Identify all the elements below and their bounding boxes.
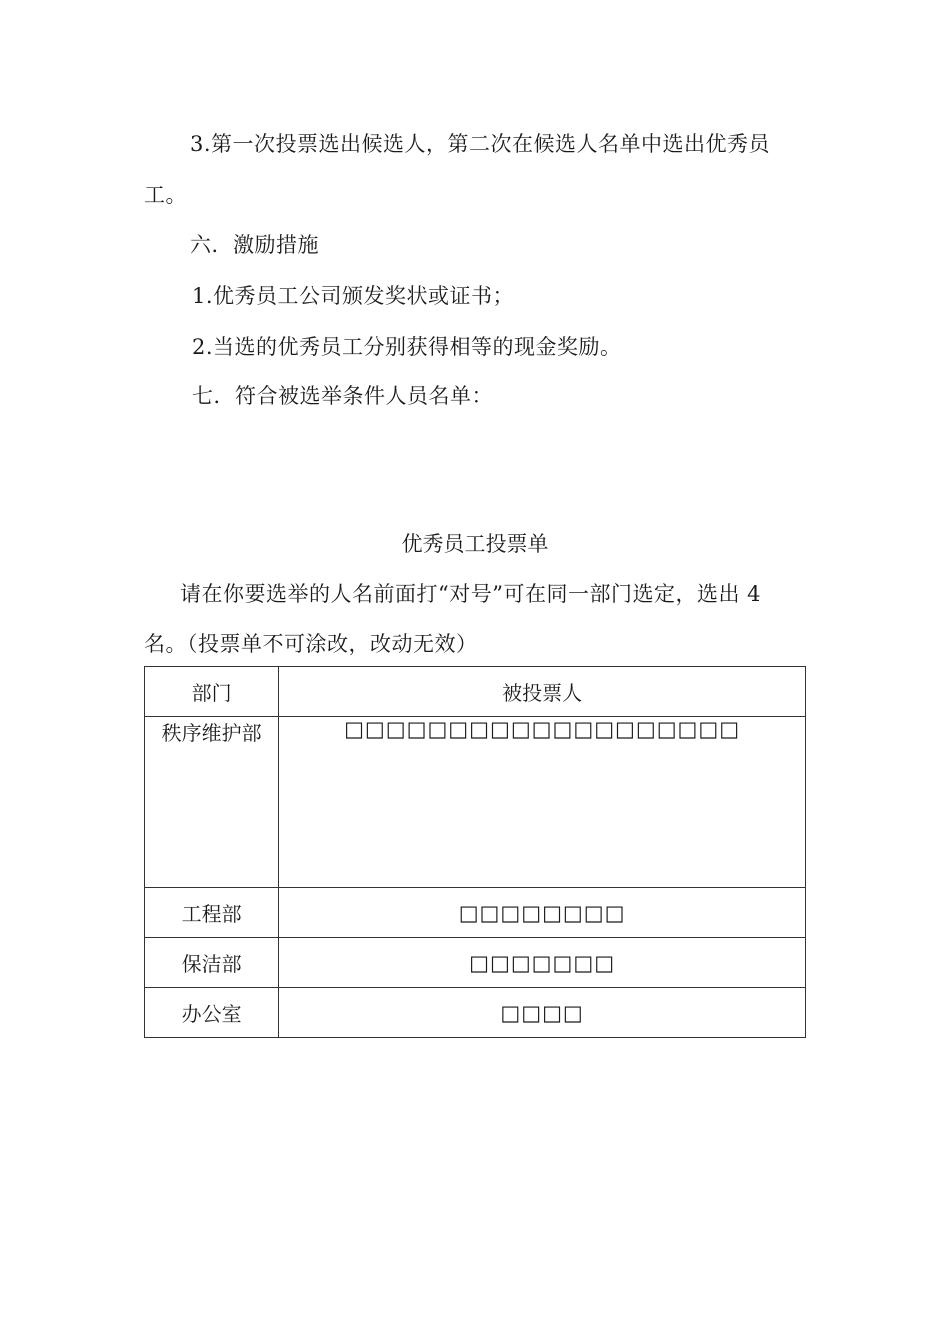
header-department: 部门: [145, 667, 279, 717]
checkbox-group[interactable]: □□□□□□□□: [458, 900, 626, 925]
ballot-table: [144, 666, 806, 1038]
table-header-row: [145, 667, 806, 717]
section-heading-incentives: 六．激励措施: [190, 233, 319, 257]
ballot-title: 优秀员工投票单: [401, 532, 549, 556]
table-row: [145, 717, 806, 888]
checkbox-group[interactable]: □□□□: [500, 1000, 584, 1025]
candidate-checkboxes[interactable]: [279, 717, 806, 888]
department-cell: 秩序维护部: [145, 717, 279, 888]
department-cell: 保洁部: [145, 938, 279, 988]
ballot-instruction-line-1: 请在你要选举的人名前面打“对号”可在同一部门选定，选出 4: [180, 582, 762, 606]
checkbox-group[interactable]: □□□□□□□: [469, 950, 616, 975]
header-candidates: 被投票人: [279, 667, 806, 717]
department-cell: 办公室: [145, 988, 279, 1038]
ballot-instruction-line-2: 名。（投票单不可涂改，改动无效）: [144, 632, 478, 656]
candidate-checkboxes[interactable]: [279, 938, 806, 988]
department-cell: 工程部: [145, 888, 279, 938]
table-row: [145, 938, 806, 988]
incentive-item-1: 1.优秀员工公司颁发奖状或证书；: [192, 284, 515, 308]
paragraph-item-3: 3.第一次投票选出候选人，第二次在候选人名单中选出优秀员: [190, 132, 771, 156]
paragraph-item-3-continued: 工。: [144, 183, 187, 207]
table-row: [145, 888, 806, 938]
incentive-item-2: 2.当选的优秀员工分别获得相等的现金奖励。: [192, 335, 622, 359]
section-heading-eligible-list: 七．符合被选举条件人员名单：: [192, 384, 493, 408]
candidate-checkboxes[interactable]: [279, 988, 806, 1038]
table-row: [145, 988, 806, 1038]
checkbox-group[interactable]: □□□□□□□□□□□□□□□□□□□: [344, 717, 741, 741]
candidate-checkboxes[interactable]: [279, 888, 806, 938]
